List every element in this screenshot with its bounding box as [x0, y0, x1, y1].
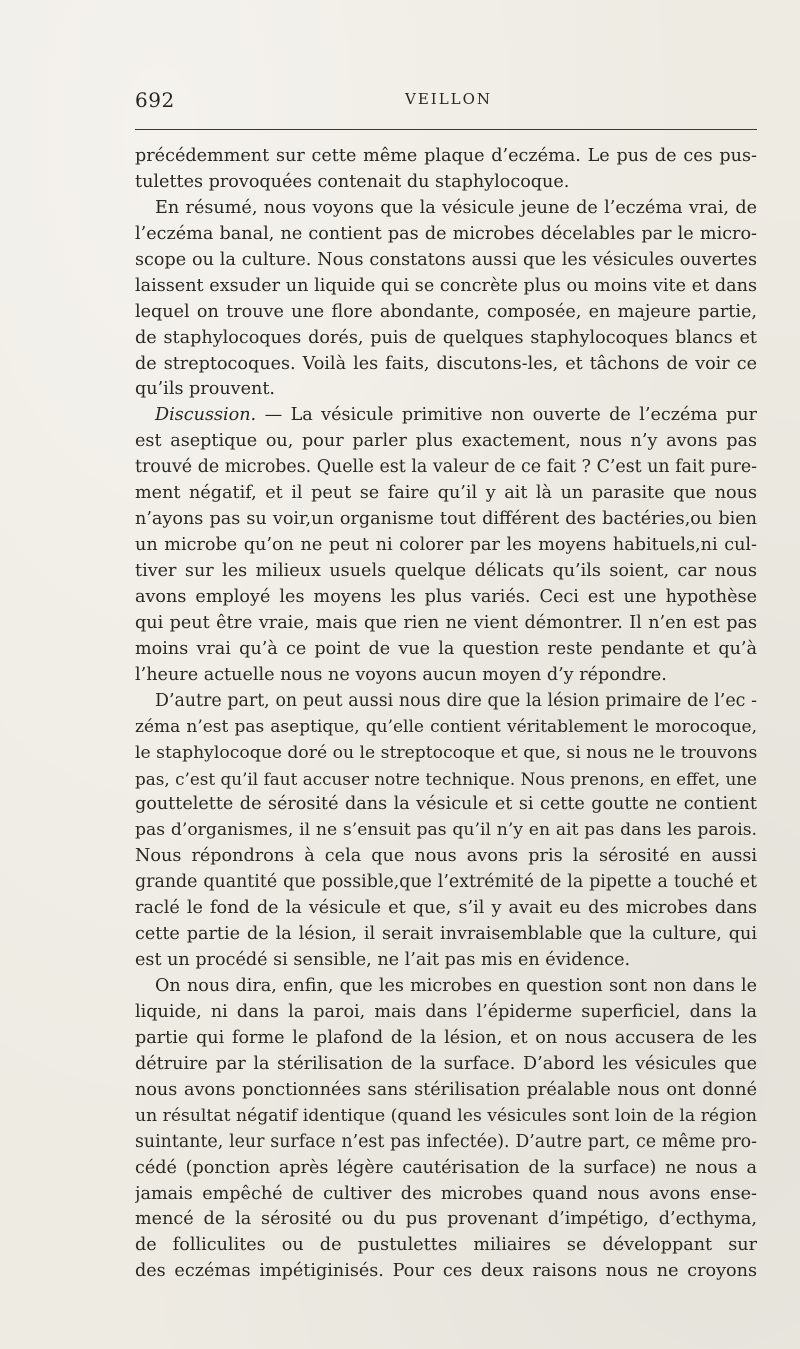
- text-line: des eczémas impétiginisés. Pour ces deux raisons nous ne croyons: [135, 1261, 757, 1282]
- run-in-heading: Discussion.: [155, 405, 257, 426]
- text-line: nous avons ponctionnées sans stérilisation préalable nous ont donné: [135, 1079, 757, 1100]
- page-number: 692: [135, 88, 175, 112]
- text-line: partie qui forme le plafond de la lésion, et on nous accusera de les: [135, 1027, 757, 1048]
- text-line: moins vrai qu’à ce point de vue la question reste pendante et qu’à: [135, 638, 757, 659]
- text-line: pas d’organismes, il ne s’ensuit pas qu’il n’y en ait pas dans les parois.: [135, 820, 757, 841]
- text-line: tiver sur les milieux usuels quelque délicats qu’ils soient, car nous: [135, 561, 757, 581]
- text-line: l’heure actuelle nous ne voyons aucun moyen d’y répondre.: [135, 664, 667, 685]
- text-line: trouvé de microbes. Quelle est la valeur de ce fait ? C’est un fait pure-: [135, 457, 757, 478]
- header-rule: [135, 129, 757, 130]
- text-line: pas, c’est qu’il faut accuser notre technique. Nous prenons, en effet, une: [135, 768, 757, 789]
- text-line: de staphylocoques dorés, puis de quelques staphylocoques blancs et: [135, 327, 757, 348]
- text-line: raclé le fond de la vésicule et que, s’il y avait eu des microbes dans: [135, 898, 757, 919]
- text-line: scope ou la culture. Nous constatons aussi que les vésicules ouvertes: [135, 249, 757, 270]
- text-line: de streptocoques. Voilà les faits, discutons-les, et tâchons de voir ce: [135, 353, 757, 374]
- text-line: Nous répondrons à cela que nous avons pris la sérosité en aussi: [135, 846, 757, 867]
- text-line: jamais empêché de cultiver des microbes quand nous avons ense-: [135, 1183, 757, 1204]
- text-line: ment négatif, et il peut se faire qu’il y ait là un parasite que nous: [135, 483, 757, 504]
- text-line: mencé de la sérosité ou du pus provenant d’impétigo, d’ecthyma,: [135, 1209, 757, 1230]
- text-line: En résumé, nous voyons que la vésicule jeune de l’eczéma vrai, de: [155, 197, 757, 218]
- text-line: liquide, ni dans la paroi, mais dans l’épiderme superficiel, dans la: [135, 1001, 757, 1022]
- text-line: avons employé les moyens les plus variés. Ceci est une hypothèse: [135, 586, 757, 607]
- text-line: un microbe qu’on ne peut ni colorer par les moyens habituels,ni cul-: [135, 535, 757, 556]
- text-line: précédemment sur cette même plaque d’eczéma. Le pus de ces pus-: [135, 146, 757, 166]
- text-line: est aseptique ou, pour parler plus exactement, nous n’y avons pas: [135, 431, 757, 452]
- text-line: gouttelette de sérosité dans la vésicule et si cette goutte ne contient: [135, 794, 757, 815]
- text-line: détruire par la stérilisation de la surface. D’abord les vésicules que: [135, 1053, 757, 1074]
- text-line: de folliculites ou de pustulettes miliaires se développant sur: [135, 1235, 757, 1256]
- text-line: suintante, leur surface n’est pas infectée). D’autre part, ce même pro-: [135, 1131, 757, 1152]
- text-line: n’ayons pas su voir,un organisme tout différent des bactéries,ou bien: [135, 509, 757, 530]
- text-line: qu’ils prouvent.: [135, 379, 276, 400]
- text-line: lequel on trouve une flore abondante, composée, en majeure partie,: [135, 301, 757, 322]
- text-line: cédé (ponction après légère cautérisation de la surface) ne nous a: [135, 1157, 757, 1178]
- text-line: grande quantité que possible,que l’extrémité de la pipette a touché et: [135, 872, 757, 893]
- text-line: laissent exsuder un liquide qui se concrète plus ou moins vite et dans: [135, 275, 757, 296]
- text-line: D’autre part, on peut aussi nous dire que la lésion primaire de l’ec -: [155, 690, 757, 711]
- text-line: le staphylocoque doré ou le streptocoque et que, si nous ne le trouvons: [135, 742, 757, 763]
- text-line: est un procédé si sensible, ne l’ait pas mis en évidence.: [135, 950, 631, 971]
- running-head: VEILLON: [405, 90, 493, 108]
- text-line-with-heading: [135, 403, 757, 429]
- text-line: un résultat négatif identique (quand les vésicules sont loin de la région: [135, 1105, 757, 1126]
- text-line: On nous dira, enfin, que les microbes en question sont non dans le: [155, 976, 757, 996]
- page-header: [135, 88, 757, 118]
- text-line: zéma n’est pas aseptique, qu’elle contient véritablement le morocoque,: [135, 716, 757, 737]
- text-line: qui peut être vraie, mais que rien ne vient démontrer. Il n’en est pas: [135, 612, 757, 633]
- text-line: cette partie de la lésion, il serait invraisemblable que la culture, qui: [135, 924, 757, 945]
- body-text: [135, 144, 757, 1285]
- text-line: tulettes provoquées contenait du staphylocoque.: [135, 171, 570, 192]
- text-line: l’eczéma banal, ne contient pas de microbes décelables par le micro-: [135, 223, 757, 244]
- text-line-rest: — La vésicule primitive non ouverte de l’eczéma pur: [264, 405, 757, 426]
